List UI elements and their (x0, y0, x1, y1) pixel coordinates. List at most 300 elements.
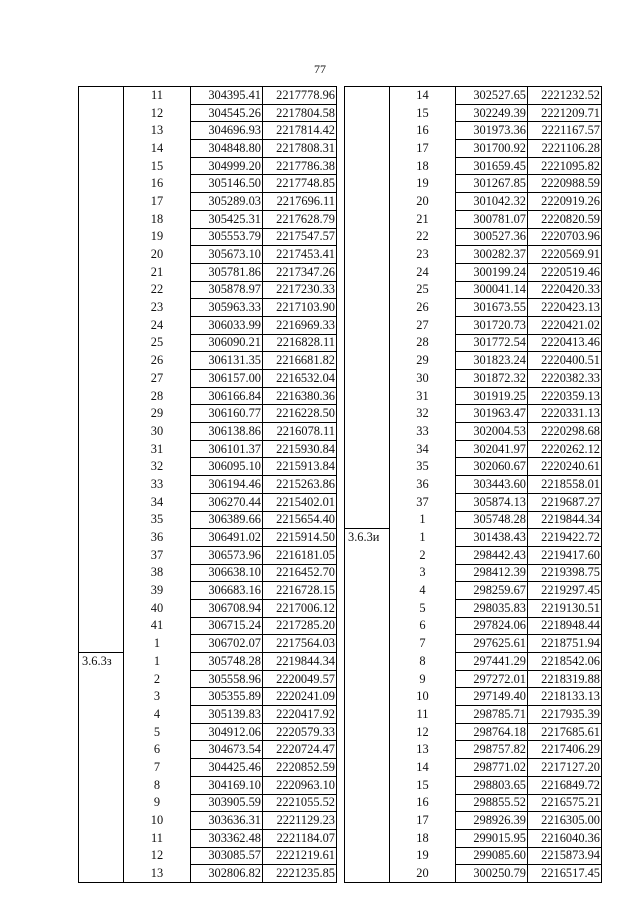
section-cell (345, 847, 390, 865)
table-row (79, 423, 337, 441)
table-row (345, 104, 602, 122)
section-cell (79, 405, 124, 423)
y-coordinate-cell: 2217453.41 (263, 246, 337, 264)
table-row (79, 387, 337, 405)
y-coordinate-cell: 2220241.09 (263, 688, 337, 706)
x-coordinate-cell: 298803.65 (456, 776, 528, 794)
x-coordinate-cell: 306138.86 (191, 423, 263, 441)
table-row (79, 476, 337, 494)
table-row (79, 653, 337, 671)
x-coordinate-cell: 306157.00 (191, 370, 263, 388)
x-coordinate-cell: 301919.25 (456, 387, 528, 405)
point-number-cell: 7 (390, 635, 456, 653)
point-number-cell: 29 (390, 352, 456, 370)
x-coordinate-cell: 301438.43 (456, 529, 528, 547)
x-coordinate-cell: 306702.07 (191, 635, 263, 653)
point-number-cell: 11 (390, 706, 456, 724)
section-cell (79, 87, 124, 105)
section-cell (79, 635, 124, 653)
section-cell (345, 352, 390, 370)
table-row (79, 493, 337, 511)
section-cell (345, 476, 390, 494)
x-coordinate-cell: 298785.71 (456, 706, 528, 724)
x-coordinate-cell: 304425.46 (191, 759, 263, 777)
y-coordinate-cell: 2217814.42 (263, 122, 337, 140)
section-cell (79, 281, 124, 299)
point-number-cell: 38 (124, 564, 191, 582)
table-row (345, 423, 602, 441)
table-row (79, 635, 337, 653)
point-number-cell: 4 (390, 582, 456, 600)
table-row (79, 812, 337, 830)
point-number-cell: 25 (390, 281, 456, 299)
point-number-cell: 1 (124, 635, 191, 653)
table-row (345, 175, 602, 193)
table-row (79, 582, 337, 600)
x-coordinate-cell: 301659.45 (456, 157, 528, 175)
table-row (345, 723, 602, 741)
x-coordinate-cell: 303443.60 (456, 476, 528, 494)
table-row (345, 564, 602, 582)
table-row (345, 87, 602, 105)
table-row (79, 193, 337, 211)
x-coordinate-cell: 300199.24 (456, 263, 528, 281)
x-coordinate-cell: 305425.31 (191, 210, 263, 228)
x-coordinate-cell: 306194.46 (191, 476, 263, 494)
table-row (79, 246, 337, 264)
section-cell (345, 299, 390, 317)
section-cell (345, 281, 390, 299)
point-number-cell: 29 (124, 405, 191, 423)
x-coordinate-cell: 304169.10 (191, 776, 263, 794)
section-cell (345, 582, 390, 600)
y-coordinate-cell: 2218948.44 (528, 617, 602, 635)
x-coordinate-cell: 302806.82 (191, 865, 263, 883)
table-row (345, 352, 602, 370)
section-cell (345, 706, 390, 724)
table-row (79, 865, 337, 883)
section-cell (79, 670, 124, 688)
table-row (79, 263, 337, 281)
table-row (79, 546, 337, 564)
point-number-cell: 19 (390, 175, 456, 193)
y-coordinate-cell: 2216181.05 (263, 546, 337, 564)
y-coordinate-cell: 2220382.33 (528, 370, 602, 388)
y-coordinate-cell: 2215654.40 (263, 511, 337, 529)
x-coordinate-cell: 300781.07 (456, 210, 528, 228)
y-coordinate-cell: 2221129.23 (263, 812, 337, 830)
section-cell (345, 440, 390, 458)
section-cell (79, 334, 124, 352)
point-number-cell: 22 (390, 228, 456, 246)
y-coordinate-cell: 2219297.45 (528, 582, 602, 600)
x-coordinate-cell: 301267.85 (456, 175, 528, 193)
y-coordinate-cell: 2219130.51 (528, 599, 602, 617)
section-cell (345, 688, 390, 706)
x-coordinate-cell: 297824.06 (456, 617, 528, 635)
point-number-cell: 11 (124, 87, 191, 105)
point-number-cell: 10 (124, 812, 191, 830)
point-number-cell: 16 (390, 122, 456, 140)
x-coordinate-cell: 303362.48 (191, 829, 263, 847)
point-number-cell: 20 (124, 246, 191, 264)
section-cell (79, 829, 124, 847)
y-coordinate-cell: 2221209.71 (528, 104, 602, 122)
section-cell (79, 210, 124, 228)
point-number-cell: 18 (390, 157, 456, 175)
y-coordinate-cell: 2221219.61 (263, 847, 337, 865)
section-cell (345, 228, 390, 246)
point-number-cell: 32 (124, 458, 191, 476)
y-coordinate-cell: 2221232.52 (528, 87, 602, 105)
table-row (345, 741, 602, 759)
x-coordinate-cell: 304673.54 (191, 741, 263, 759)
y-coordinate-cell: 2218319.88 (528, 670, 602, 688)
table-row (345, 617, 602, 635)
point-number-cell: 17 (390, 812, 456, 830)
table-row (345, 759, 602, 777)
section-cell (79, 706, 124, 724)
section-cell (79, 582, 124, 600)
table-row (79, 87, 337, 105)
table-row (79, 316, 337, 334)
y-coordinate-cell: 2220359.13 (528, 387, 602, 405)
table-row (79, 370, 337, 388)
y-coordinate-cell: 2220420.33 (528, 281, 602, 299)
y-coordinate-cell: 2218558.01 (528, 476, 602, 494)
x-coordinate-cell: 302249.39 (456, 104, 528, 122)
x-coordinate-cell: 306389.66 (191, 511, 263, 529)
y-coordinate-cell: 2217230.33 (263, 281, 337, 299)
x-coordinate-cell: 306708.94 (191, 599, 263, 617)
section-cell (79, 458, 124, 476)
point-number-cell: 21 (124, 263, 191, 281)
point-number-cell: 3 (390, 564, 456, 582)
point-number-cell: 31 (390, 387, 456, 405)
y-coordinate-cell: 2215873.94 (528, 847, 602, 865)
x-coordinate-cell: 305553.79 (191, 228, 263, 246)
section-cell (79, 423, 124, 441)
section-cell (345, 794, 390, 812)
y-coordinate-cell: 2220331.13 (528, 405, 602, 423)
x-coordinate-cell: 297441.29 (456, 653, 528, 671)
section-cell (345, 246, 390, 264)
y-coordinate-cell: 2220724.47 (263, 741, 337, 759)
x-coordinate-cell: 302041.97 (456, 440, 528, 458)
x-coordinate-cell: 298035.83 (456, 599, 528, 617)
table-row (345, 847, 602, 865)
y-coordinate-cell: 2216728.15 (263, 582, 337, 600)
y-coordinate-cell: 2220049.57 (263, 670, 337, 688)
point-number-cell: 40 (124, 599, 191, 617)
x-coordinate-cell: 304545.26 (191, 104, 263, 122)
y-coordinate-cell: 2220919.26 (528, 193, 602, 211)
coordinates-table-left (78, 86, 337, 883)
point-number-cell: 8 (124, 776, 191, 794)
x-coordinate-cell: 301872.32 (456, 370, 528, 388)
point-number-cell: 26 (390, 299, 456, 317)
table-row (345, 122, 602, 140)
y-coordinate-cell: 2220569.91 (528, 246, 602, 264)
table-row (79, 210, 337, 228)
point-number-cell: 28 (390, 334, 456, 352)
section-cell (79, 847, 124, 865)
point-number-cell: 9 (390, 670, 456, 688)
y-coordinate-cell: 2216575.21 (528, 794, 602, 812)
y-coordinate-cell: 2215914.50 (263, 529, 337, 547)
y-coordinate-cell: 2217564.03 (263, 635, 337, 653)
point-number-cell: 30 (390, 370, 456, 388)
x-coordinate-cell: 306638.10 (191, 564, 263, 582)
x-coordinate-cell: 306160.77 (191, 405, 263, 423)
table-row (345, 140, 602, 158)
x-coordinate-cell: 304848.80 (191, 140, 263, 158)
section-cell (79, 741, 124, 759)
point-number-cell: 19 (390, 847, 456, 865)
table-row (79, 352, 337, 370)
section-cell (345, 635, 390, 653)
x-coordinate-cell: 306270.44 (191, 493, 263, 511)
y-coordinate-cell: 2216452.70 (263, 564, 337, 582)
table-row (79, 281, 337, 299)
point-number-cell: 3 (124, 688, 191, 706)
table-row (79, 617, 337, 635)
y-coordinate-cell: 2221055.52 (263, 794, 337, 812)
x-coordinate-cell: 305289.03 (191, 193, 263, 211)
y-coordinate-cell: 2217285.20 (263, 617, 337, 635)
x-coordinate-cell: 306033.99 (191, 316, 263, 334)
table-row (345, 334, 602, 352)
point-number-cell: 20 (390, 193, 456, 211)
point-number-cell: 14 (390, 87, 456, 105)
table-row (345, 299, 602, 317)
point-number-cell: 12 (124, 847, 191, 865)
table-row (345, 706, 602, 724)
y-coordinate-cell: 2220298.68 (528, 423, 602, 441)
x-coordinate-cell: 302004.53 (456, 423, 528, 441)
x-coordinate-cell: 306090.21 (191, 334, 263, 352)
x-coordinate-cell: 306095.10 (191, 458, 263, 476)
y-coordinate-cell: 2217103.90 (263, 299, 337, 317)
y-coordinate-cell: 2217748.85 (263, 175, 337, 193)
table-row (345, 281, 602, 299)
x-coordinate-cell: 301700.92 (456, 140, 528, 158)
y-coordinate-cell: 2215930.84 (263, 440, 337, 458)
point-number-cell: 22 (124, 281, 191, 299)
point-number-cell: 9 (124, 794, 191, 812)
table-row (79, 529, 337, 547)
section-cell (345, 387, 390, 405)
point-number-cell: 13 (124, 122, 191, 140)
y-coordinate-cell: 2220963.10 (263, 776, 337, 794)
point-number-cell: 6 (390, 617, 456, 635)
section-cell (345, 210, 390, 228)
section-cell (79, 546, 124, 564)
point-number-cell: 8 (390, 653, 456, 671)
point-number-cell: 35 (390, 458, 456, 476)
section-cell (79, 104, 124, 122)
section-cell (345, 458, 390, 476)
y-coordinate-cell: 2218751.94 (528, 635, 602, 653)
point-number-cell: 17 (390, 140, 456, 158)
table-row (79, 334, 337, 352)
x-coordinate-cell: 297272.01 (456, 670, 528, 688)
table-row (79, 175, 337, 193)
y-coordinate-cell: 2217935.39 (528, 706, 602, 724)
y-coordinate-cell: 2216040.36 (528, 829, 602, 847)
y-coordinate-cell: 2221235.85 (263, 865, 337, 883)
y-coordinate-cell: 2217127.20 (528, 759, 602, 777)
y-coordinate-cell: 2220519.46 (528, 263, 602, 281)
table-row (79, 140, 337, 158)
y-coordinate-cell: 2217804.58 (263, 104, 337, 122)
section-cell (345, 865, 390, 883)
section-cell (79, 529, 124, 547)
point-number-cell: 10 (390, 688, 456, 706)
point-number-cell: 5 (124, 723, 191, 741)
table-row (345, 865, 602, 883)
y-coordinate-cell: 2219844.34 (263, 653, 337, 671)
point-number-cell: 15 (390, 776, 456, 794)
point-number-cell: 27 (390, 316, 456, 334)
coordinates-table-right (344, 86, 602, 883)
table-row (345, 210, 602, 228)
section-cell (345, 122, 390, 140)
section-cell (79, 352, 124, 370)
section-cell (345, 423, 390, 441)
x-coordinate-cell: 298442.43 (456, 546, 528, 564)
y-coordinate-cell: 2219844.34 (528, 511, 602, 529)
point-number-cell: 14 (124, 140, 191, 158)
x-coordinate-cell: 306166.84 (191, 387, 263, 405)
table-row (79, 299, 337, 317)
point-number-cell: 7 (124, 759, 191, 777)
point-number-cell: 2 (390, 546, 456, 564)
x-coordinate-cell: 299085.60 (456, 847, 528, 865)
table-row (345, 670, 602, 688)
y-coordinate-cell: 2217547.57 (263, 228, 337, 246)
table-row (345, 370, 602, 388)
y-coordinate-cell: 2217696.11 (263, 193, 337, 211)
table-row (79, 440, 337, 458)
table-row (79, 670, 337, 688)
section-cell (79, 193, 124, 211)
x-coordinate-cell: 300041.14 (456, 281, 528, 299)
table-row (345, 582, 602, 600)
table-row (79, 228, 337, 246)
point-number-cell: 4 (124, 706, 191, 724)
section-cell (79, 228, 124, 246)
section-cell (345, 316, 390, 334)
x-coordinate-cell: 301673.55 (456, 299, 528, 317)
point-number-cell: 16 (124, 175, 191, 193)
point-number-cell: 15 (124, 157, 191, 175)
y-coordinate-cell: 2217786.38 (263, 157, 337, 175)
section-cell (79, 246, 124, 264)
point-number-cell: 2 (124, 670, 191, 688)
point-number-cell: 24 (124, 316, 191, 334)
section-cell (79, 865, 124, 883)
point-number-cell: 23 (390, 246, 456, 264)
point-number-cell: 12 (390, 723, 456, 741)
y-coordinate-cell: 2216228.50 (263, 405, 337, 423)
table-row (79, 157, 337, 175)
point-number-cell: 1 (390, 511, 456, 529)
point-number-cell: 37 (390, 493, 456, 511)
y-coordinate-cell: 2219417.60 (528, 546, 602, 564)
table-row (345, 263, 602, 281)
table-row (79, 458, 337, 476)
point-number-cell: 19 (124, 228, 191, 246)
x-coordinate-cell: 298259.67 (456, 582, 528, 600)
section-cell (345, 334, 390, 352)
section-cell (79, 140, 124, 158)
table-row (345, 829, 602, 847)
point-number-cell: 35 (124, 511, 191, 529)
y-coordinate-cell: 2221106.28 (528, 140, 602, 158)
x-coordinate-cell: 301772.54 (456, 334, 528, 352)
y-coordinate-cell: 2217685.61 (528, 723, 602, 741)
y-coordinate-cell: 2220988.59 (528, 175, 602, 193)
table-row (79, 759, 337, 777)
point-number-cell: 20 (390, 865, 456, 883)
point-number-cell: 21 (390, 210, 456, 228)
section-cell: 3.6.3з (79, 653, 124, 671)
x-coordinate-cell: 305355.89 (191, 688, 263, 706)
section-cell (79, 564, 124, 582)
y-coordinate-cell: 2216849.72 (528, 776, 602, 794)
point-number-cell: 13 (124, 865, 191, 883)
x-coordinate-cell: 298757.82 (456, 741, 528, 759)
section-cell (79, 723, 124, 741)
section-cell (345, 157, 390, 175)
table-row (345, 546, 602, 564)
table-row (79, 122, 337, 140)
point-number-cell: 1 (390, 529, 456, 547)
y-coordinate-cell: 2217808.31 (263, 140, 337, 158)
section-cell: 3.6.3и (345, 529, 390, 547)
point-number-cell: 33 (124, 476, 191, 494)
x-coordinate-cell: 299015.95 (456, 829, 528, 847)
point-number-cell: 18 (124, 210, 191, 228)
table-row (79, 706, 337, 724)
y-coordinate-cell: 2216969.33 (263, 316, 337, 334)
table-row (345, 458, 602, 476)
y-coordinate-cell: 2220820.59 (528, 210, 602, 228)
y-coordinate-cell: 2216517.45 (528, 865, 602, 883)
point-number-cell: 16 (390, 794, 456, 812)
point-number-cell: 26 (124, 352, 191, 370)
x-coordinate-cell: 305673.10 (191, 246, 263, 264)
table-row (79, 741, 337, 759)
x-coordinate-cell: 297625.61 (456, 635, 528, 653)
table-row (345, 529, 602, 547)
y-coordinate-cell: 2216380.36 (263, 387, 337, 405)
table-row (345, 812, 602, 830)
x-coordinate-cell: 300527.36 (456, 228, 528, 246)
x-coordinate-cell: 301042.32 (456, 193, 528, 211)
section-cell (345, 812, 390, 830)
point-number-cell: 30 (124, 423, 191, 441)
x-coordinate-cell: 301973.36 (456, 122, 528, 140)
y-coordinate-cell: 2216532.04 (263, 370, 337, 388)
section-cell (345, 776, 390, 794)
table-row (79, 776, 337, 794)
y-coordinate-cell: 2216681.82 (263, 352, 337, 370)
section-cell (79, 511, 124, 529)
point-number-cell: 18 (390, 829, 456, 847)
point-number-cell: 5 (390, 599, 456, 617)
